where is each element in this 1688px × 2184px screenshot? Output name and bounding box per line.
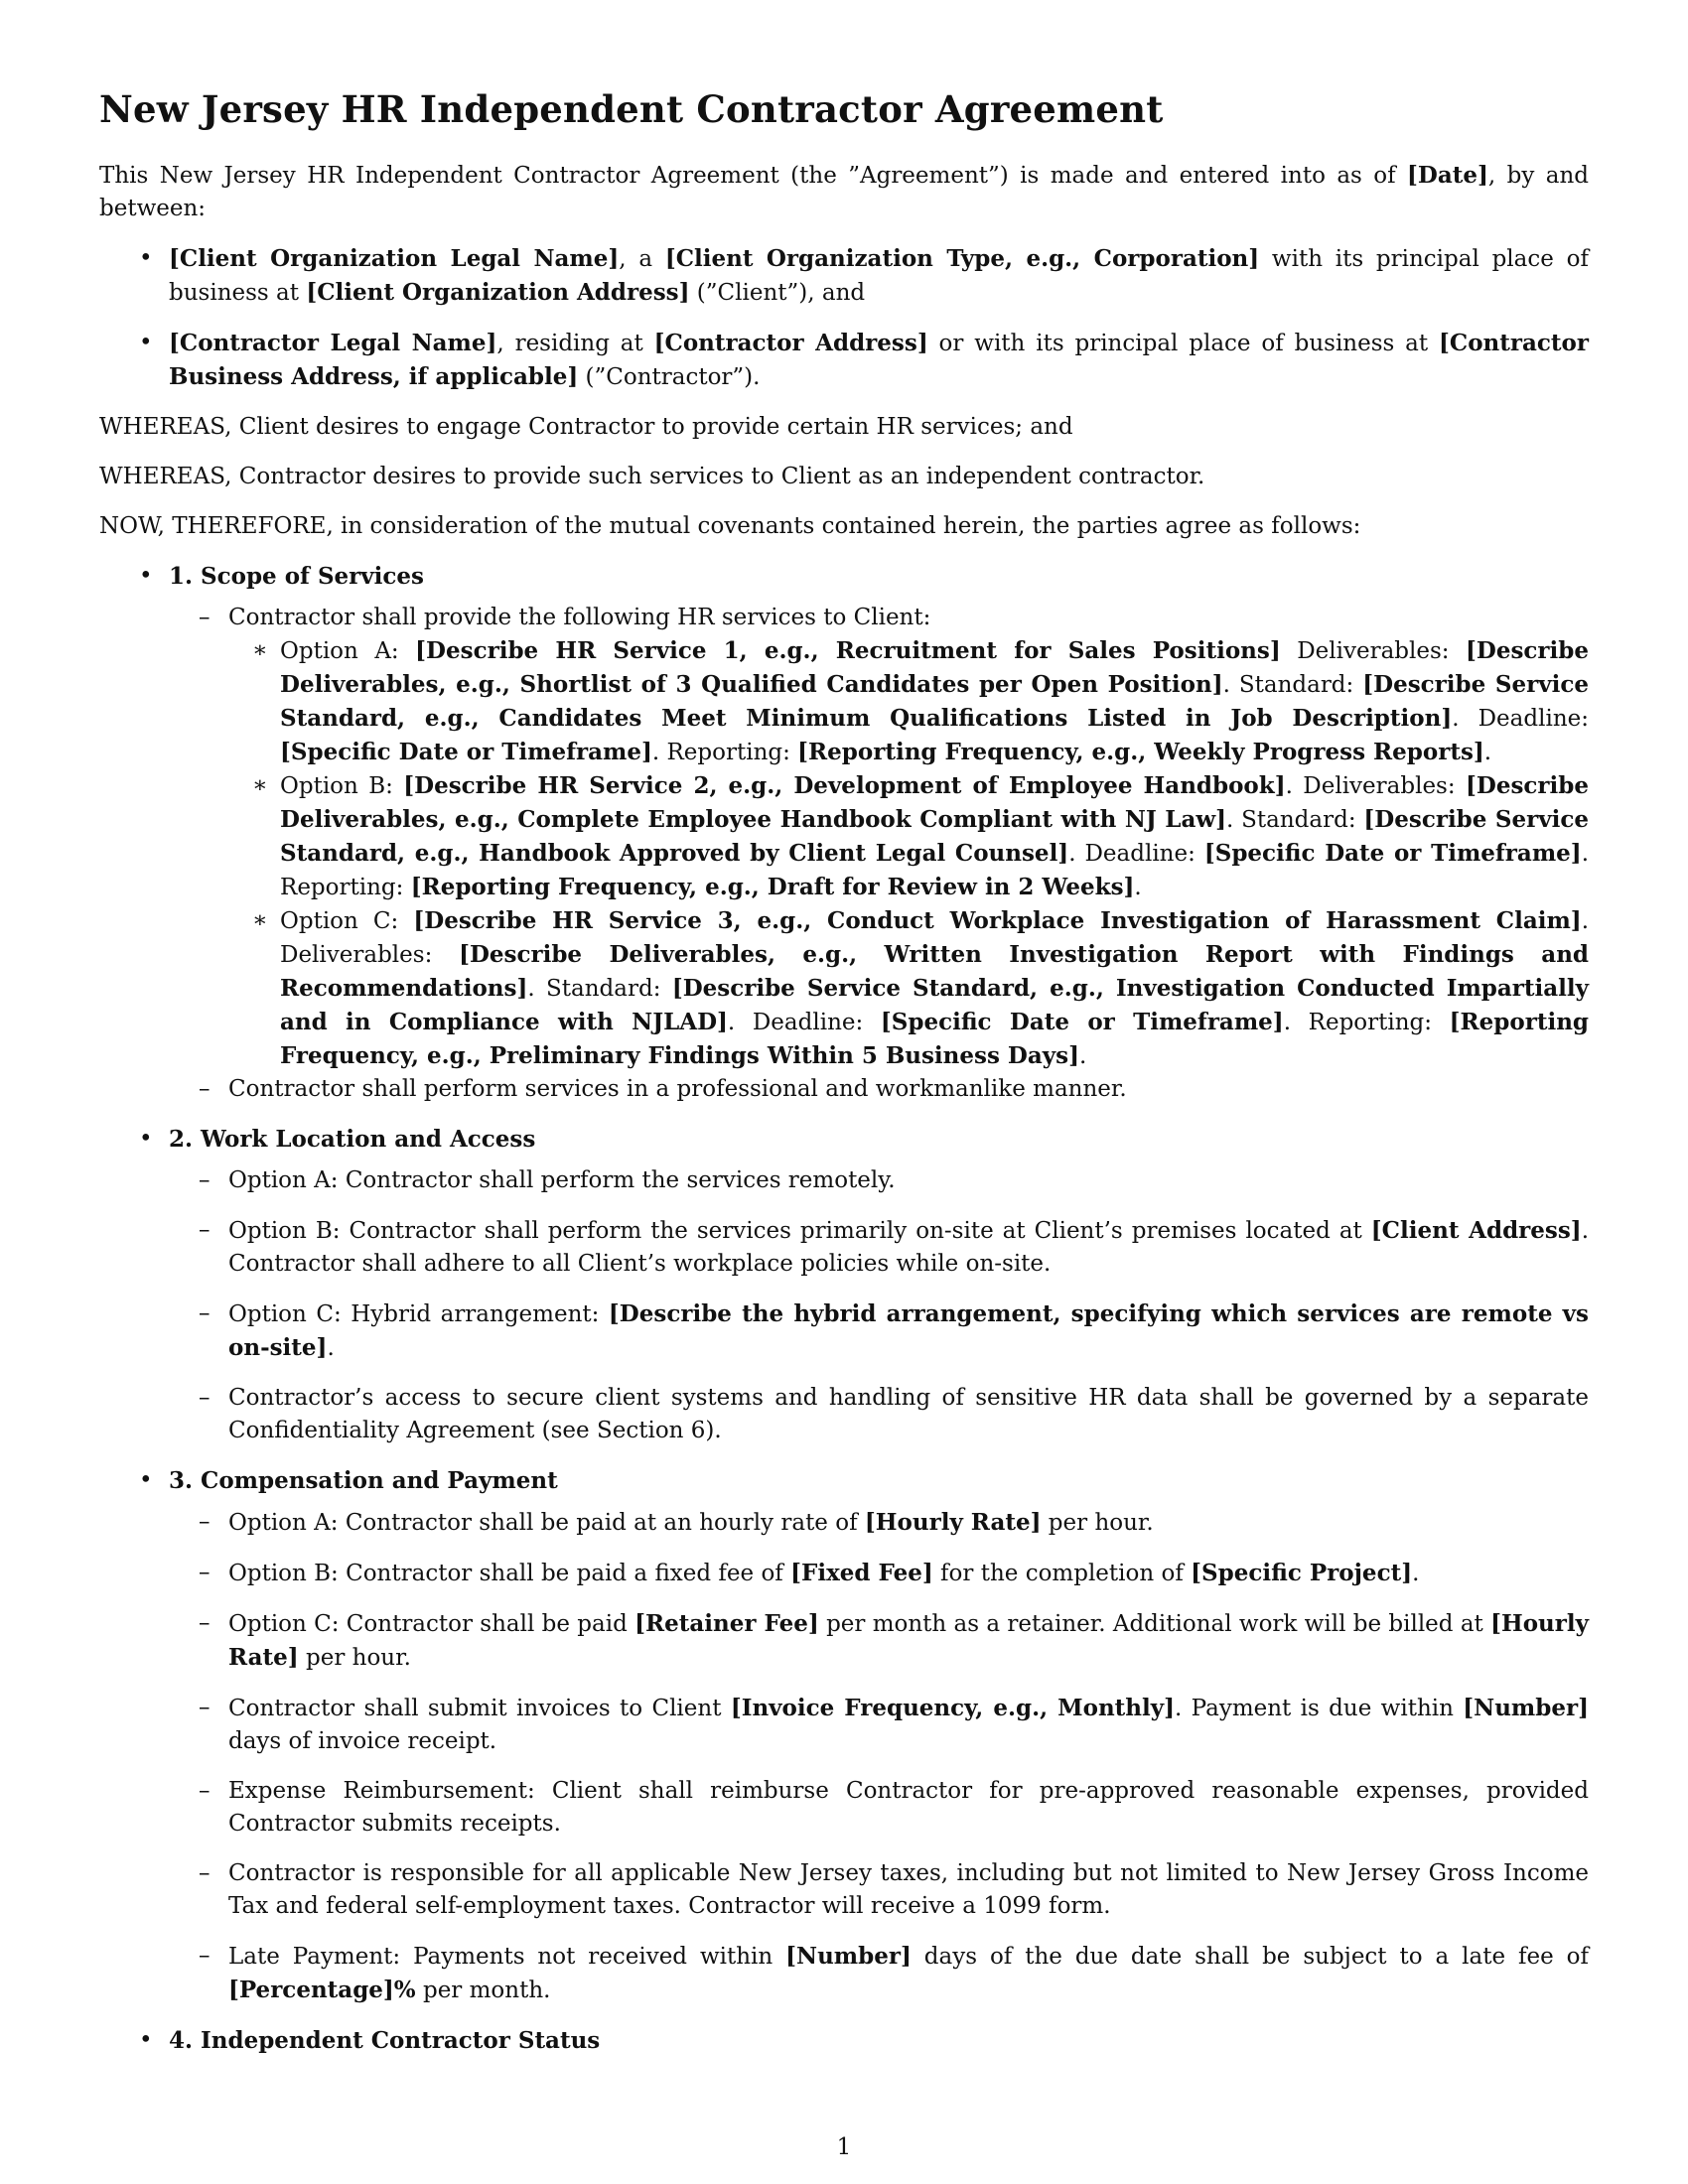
section-1-manner: – Contractor shall perform services in a professional and workmanlike manner. (228, 1073, 1589, 1106)
text: . Reporting: (1283, 1010, 1450, 1035)
section-1-items (169, 602, 1589, 1106)
section-1-lead (228, 602, 1589, 1073)
text: . (327, 1335, 335, 1361)
text: . Deliverables: (280, 908, 1589, 968)
payment-option-c (228, 1607, 1589, 1675)
whereas-1: WHEREAS, Client desires to engage Contractor to provide certain HR services; and (99, 414, 1073, 440)
text: with its principal place of business at (169, 246, 1589, 306)
service-option-a (280, 634, 1589, 769)
placeholder: [Contractor Business Address, if applicable] (169, 330, 1589, 390)
section-2-title: 2. Work Location and Access (169, 1126, 536, 1153)
placeholder: [Client Address] (1370, 1217, 1582, 1244)
text: days of the due date shall be subject to a late fee of (911, 1944, 1590, 1970)
text: . Deadline: (727, 1010, 881, 1035)
text: . (1412, 1561, 1420, 1586)
text: Option A: Contractor shall be paid at an hourly rate of (228, 1510, 865, 1536)
text: Deliverables: (1280, 638, 1467, 664)
text: Option B: Contractor shall perform the services primarily on-site at Client’s premises located at (228, 1218, 1371, 1244)
payment-expense: – Expense Reimbursement: Client shall reimburse Contractor for pre-approved reasonable expenses, provided Contractor submits receipts. (228, 1775, 1589, 1841)
location-option-c (228, 1297, 1589, 1365)
placeholder: [Specific Date or Timeframe] (1203, 840, 1582, 867)
text: Contractor shall provide the following HR services to Client: (228, 605, 931, 630)
placeholder: [Describe Service Standard, e.g., Handbook Approved by Client Legal Counsel] (280, 806, 1589, 867)
text: Option B: (280, 773, 404, 799)
placeholder: [Describe Service Standard, e.g., Investigation Conducted Impartially and in Compliance with NJLAD] (280, 975, 1589, 1035)
placeholder: [Describe Service Standard, e.g., Candidates Meet Minimum Qualifications Listed in Job Description] (280, 671, 1589, 732)
placeholder: [Number] (785, 1943, 912, 1970)
date-placeholder: [Date] (1407, 162, 1488, 189)
party-contractor (169, 327, 1589, 394)
text: . Standard: (1226, 807, 1364, 833)
text: . (1134, 875, 1142, 900)
text: Late Payment: Payments not received within (228, 1944, 786, 1970)
document-page (99, 87, 1589, 2075)
section-4 (169, 2024, 1589, 2058)
text: per hour. (1041, 1510, 1154, 1536)
text: for the completion of (932, 1561, 1192, 1586)
party-client (169, 242, 1589, 310)
section-3-title: 3. Compensation and Payment (169, 1467, 558, 1494)
placeholder: [Reporting Frequency, e.g., Weekly Progress Reports] (797, 739, 1484, 765)
text: . Standard: (527, 976, 672, 1002)
placeholder: [Specific Project] (1191, 1560, 1413, 1586)
text: Option C: (280, 908, 414, 934)
now-therefore: NOW, THEREFORE, in consideration of the mutual covenants contained herein, the parties agree as follows: (99, 513, 1361, 539)
placeholder: [Contractor Address] (653, 330, 928, 356)
placeholder: [Describe Deliverables, e.g., Complete Employee Handbook Compliant with NJ Law] (280, 772, 1589, 833)
service-option-b (280, 769, 1589, 904)
text: . Contractor shall adhere to all Client’s workplace policies while on-site. (228, 1218, 1589, 1277)
text: Contractor shall submit invoices to Client (228, 1696, 731, 1721)
placeholder: [Invoice Frequency, e.g., Monthly] (730, 1695, 1176, 1721)
placeholder: [Client Organization Type, e.g., Corporation] (664, 245, 1260, 272)
placeholder: [Describe Deliverables, e.g., Shortlist of 3 Qualified Candidates per Open Position] (280, 637, 1589, 698)
service-options (228, 634, 1589, 1073)
section-3 (169, 1464, 1589, 2007)
placeholder: [Hourly Rate] (864, 1509, 1042, 1536)
payment-option-b (228, 1557, 1589, 1590)
section-1 (169, 560, 1589, 1106)
payment-late (228, 1940, 1589, 2007)
parties-list (99, 242, 1589, 394)
placeholder: [Describe Deliverables, e.g., Written Investigation Report with Findings and Recommendations] (280, 941, 1589, 1002)
text: (”Contractor”). (578, 364, 761, 390)
intro-text: This New Jersey HR Independent Contractor Agreement (the ”Agreement”) is made and entered into as of (99, 163, 1408, 189)
placeholder: [Hourly Rate] (228, 1610, 1589, 1671)
text: . Deliverables: (1285, 773, 1466, 799)
text: Option C: Hybrid arrangement: (228, 1301, 609, 1327)
sections-list (99, 560, 1589, 2058)
service-option-c (280, 904, 1589, 1073)
section-2-items (169, 1164, 1589, 1447)
placeholder: [Retainer Fee] (634, 1610, 819, 1637)
placeholder: [Reporting Frequency, e.g., Preliminary Findings Within 5 Business Days] (280, 1009, 1589, 1069)
text: , residing at (496, 331, 654, 356)
text: . (1078, 1043, 1087, 1069)
placeholder: [Specific Date or Timeframe] (880, 1009, 1284, 1035)
text: . Reporting: (651, 740, 798, 765)
text: . (1483, 740, 1492, 765)
location-option-a: – Option A: Contractor shall perform the services remotely. (228, 1164, 1589, 1197)
payment-option-a (228, 1506, 1589, 1540)
document-title: New Jersey HR Independent Contractor Agreement (99, 87, 1164, 131)
intro-paragraph (99, 159, 1589, 225)
section-4-title: 4. Independent Contractor Status (169, 2027, 601, 2054)
placeholder: [Client Organization Address] (306, 279, 690, 306)
text: Option B: Contractor shall be paid a fixed fee of (228, 1561, 791, 1586)
placeholder: [Fixed Fee] (790, 1560, 933, 1586)
whereas-2: WHEREAS, Contractor desires to provide such services to Client as an independent contractor. (99, 464, 1205, 489)
text: . Standard: (1222, 672, 1363, 698)
page-number: 1 (836, 2134, 852, 2160)
text: , a (619, 246, 665, 272)
text: per month as a retainer. Additional work will be billed at (818, 1611, 1491, 1637)
location-option-b (228, 1214, 1589, 1281)
text: (”Client”), and (689, 280, 866, 306)
placeholder: [Describe HR Service 1, e.g., Recruitment for Sales Positions] (415, 637, 1281, 664)
section-1-title: 1. Scope of Services (169, 563, 424, 590)
text: or with its principal place of business at (927, 331, 1439, 356)
text: Option C: Contractor shall be paid (228, 1611, 635, 1637)
placeholder: [Describe HR Service 2, e.g., Development of Employee Handbook] (403, 772, 1286, 799)
placeholder: [Client Organization Legal Name] (169, 245, 620, 272)
text: days of invoice receipt. (228, 1728, 497, 1754)
location-access: – Contractor’s access to secure client systems and handling of sensitive HR data shall be governed by a separate Confidentiality Agreement (see Section 6). (228, 1382, 1589, 1447)
placeholder: [Describe the hybrid arrangement, specifying which services are remote vs on-site] (228, 1300, 1589, 1361)
text: . Payment is due within (1175, 1696, 1464, 1721)
intro-text: , by and between: (99, 163, 1589, 221)
text: . Reporting: (280, 841, 1589, 900)
text: . Deadline: (1068, 841, 1204, 867)
section-3-items (169, 1506, 1589, 2007)
section-2 (169, 1123, 1589, 1447)
payment-taxes: – Contractor is responsible for all applicable New Jersey taxes, including but not limited to New Jersey Gross Income Tax and federal self-employment taxes. Contractor will receive a 1099 form. (228, 1857, 1589, 1923)
placeholder: [Number] (1463, 1695, 1589, 1721)
placeholder: [Percentage]% (228, 1977, 416, 2003)
placeholder: [Specific Date or Timeframe] (280, 739, 652, 765)
placeholder: [Contractor Legal Name] (169, 330, 497, 356)
text: Option A: (280, 638, 416, 664)
payment-invoice (228, 1692, 1589, 1758)
text: per hour. (298, 1645, 411, 1671)
placeholder: [Reporting Frequency, e.g., Draft for Review in 2 Weeks] (410, 874, 1135, 900)
text: . Deadline: (1452, 706, 1589, 732)
placeholder: [Describe HR Service 3, e.g., Conduct Workplace Investigation of Harassment Claim] (413, 907, 1582, 934)
text: per month. (415, 1978, 551, 2003)
